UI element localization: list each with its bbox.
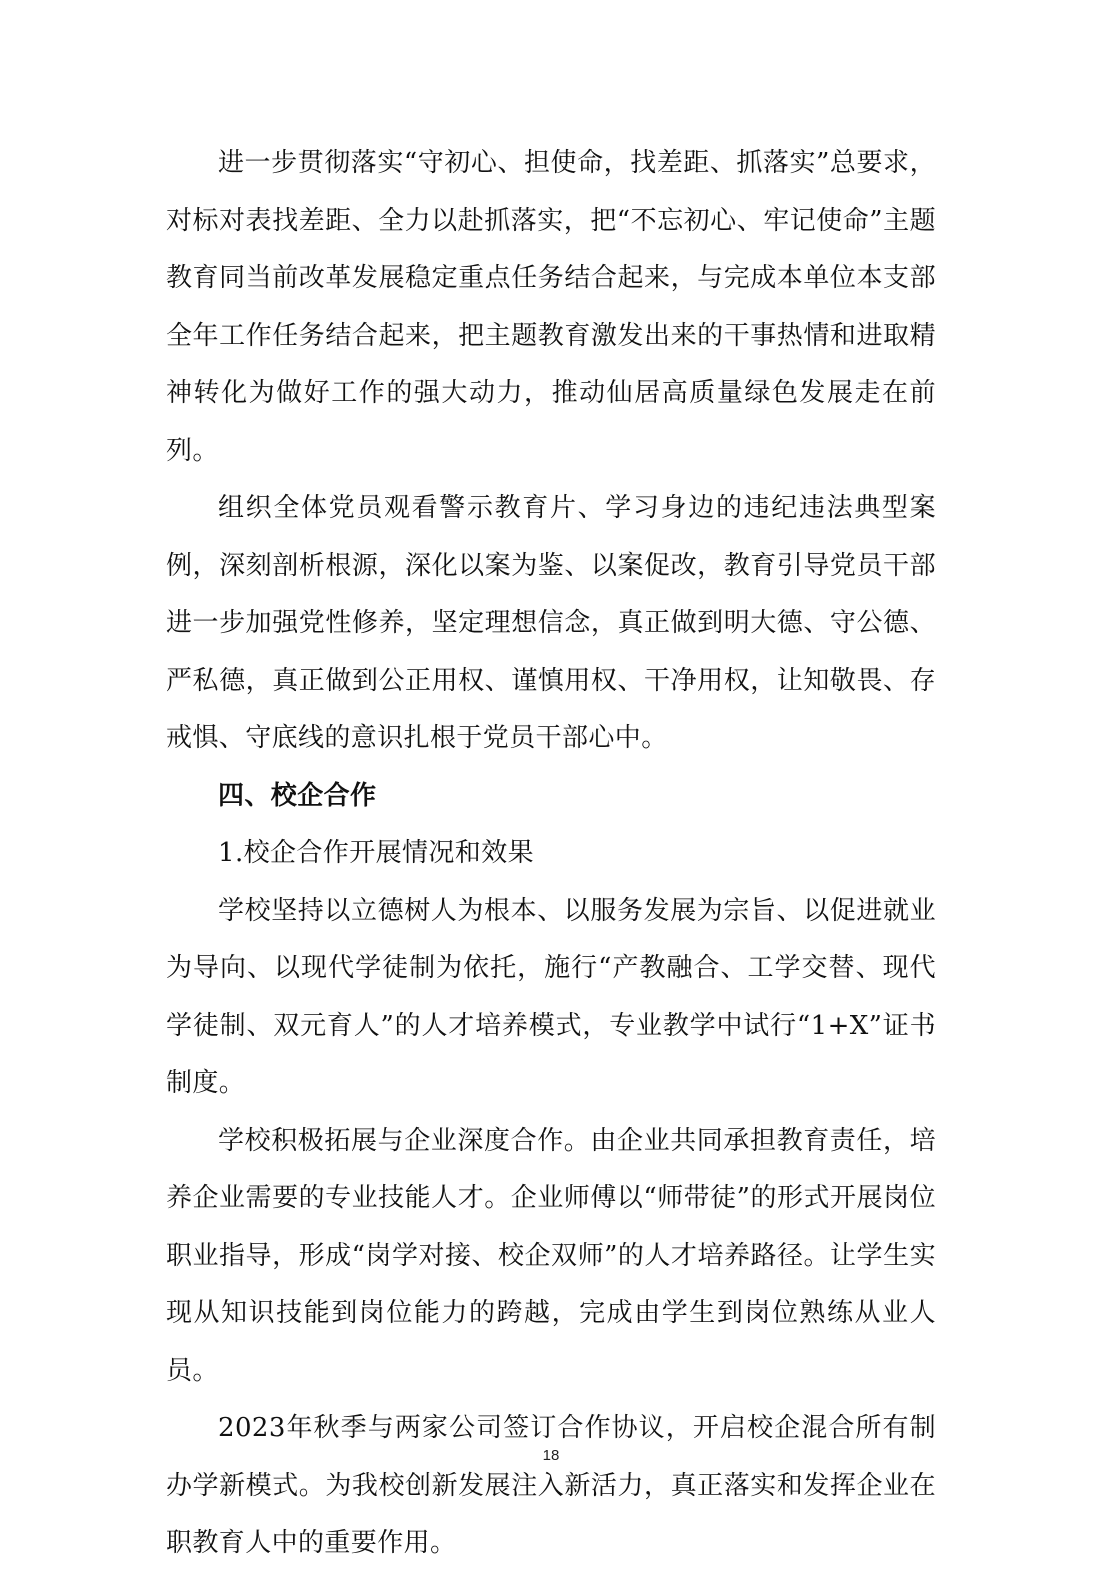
paragraph-agreement-2023: 2023年秋季与两家公司签订合作协议，开启校企混合所有制办学新模式。为我校创新发展注入新活力，真正落实和发挥企业在职教育人中的重要作用。 xyxy=(166,1413,936,1558)
paragraph-training-model: 学校坚持以立德树人为根本、以服务发展为宗旨、以促进就业为导向、以现代学徒制为依托，施行“产教融合、工学交替、现代学徒制、双元育人”的人才培养模式，专业教学中试行“1+X”证书制度。 xyxy=(166,895,936,1098)
document-body xyxy=(166,135,936,1573)
paragraph-enterprise-cooperation: 学校积极拓展与企业深度合作。由企业共同承担教育责任，培养企业需要的专业技能人才。企业师傅以“师带徒”的形式开展岗位职业指导，形成“岗学对接、校企双师”的人才培养路径。让学生实现从知识技能到岗位能力的跨越，完成由学生到岗位熟练从业人员。 xyxy=(166,1125,936,1386)
section-heading: 四、校企合作 xyxy=(218,780,377,811)
page-number: 18 xyxy=(542,1447,560,1464)
paragraph-theme-education: 进一步贯彻落实“守初心、担使命，找差距、抓落实”总要求，对标对表找差距、全力以赴抓落实，把“不忘初心、牢记使命”主题教育同当前改革发展稳定重点任务结合起来，与完成本单位本支部全年工作任务结合起来，把主题教育激发出来的干事热情和进取精神转化为做好工作的强大动力，推动仙居高质量绿色发展走在前列。 xyxy=(166,148,936,466)
subsection-heading: 1.校企合作开展情况和效果 xyxy=(218,838,535,868)
paragraph-warning-education: 组织全体党员观看警示教育片、学习身边的违纪违法典型案例，深刻剖析根源，深化以案为鉴、以案促改，教育引导党员干部进一步加强党性修养，坚定理想信念，真正做到明大德、守公德、严私德，真正做到公正用权、谨慎用权、干净用权，让知敬畏、存戒惧、守底线的意识扎根于党员干部心中。 xyxy=(166,493,936,753)
